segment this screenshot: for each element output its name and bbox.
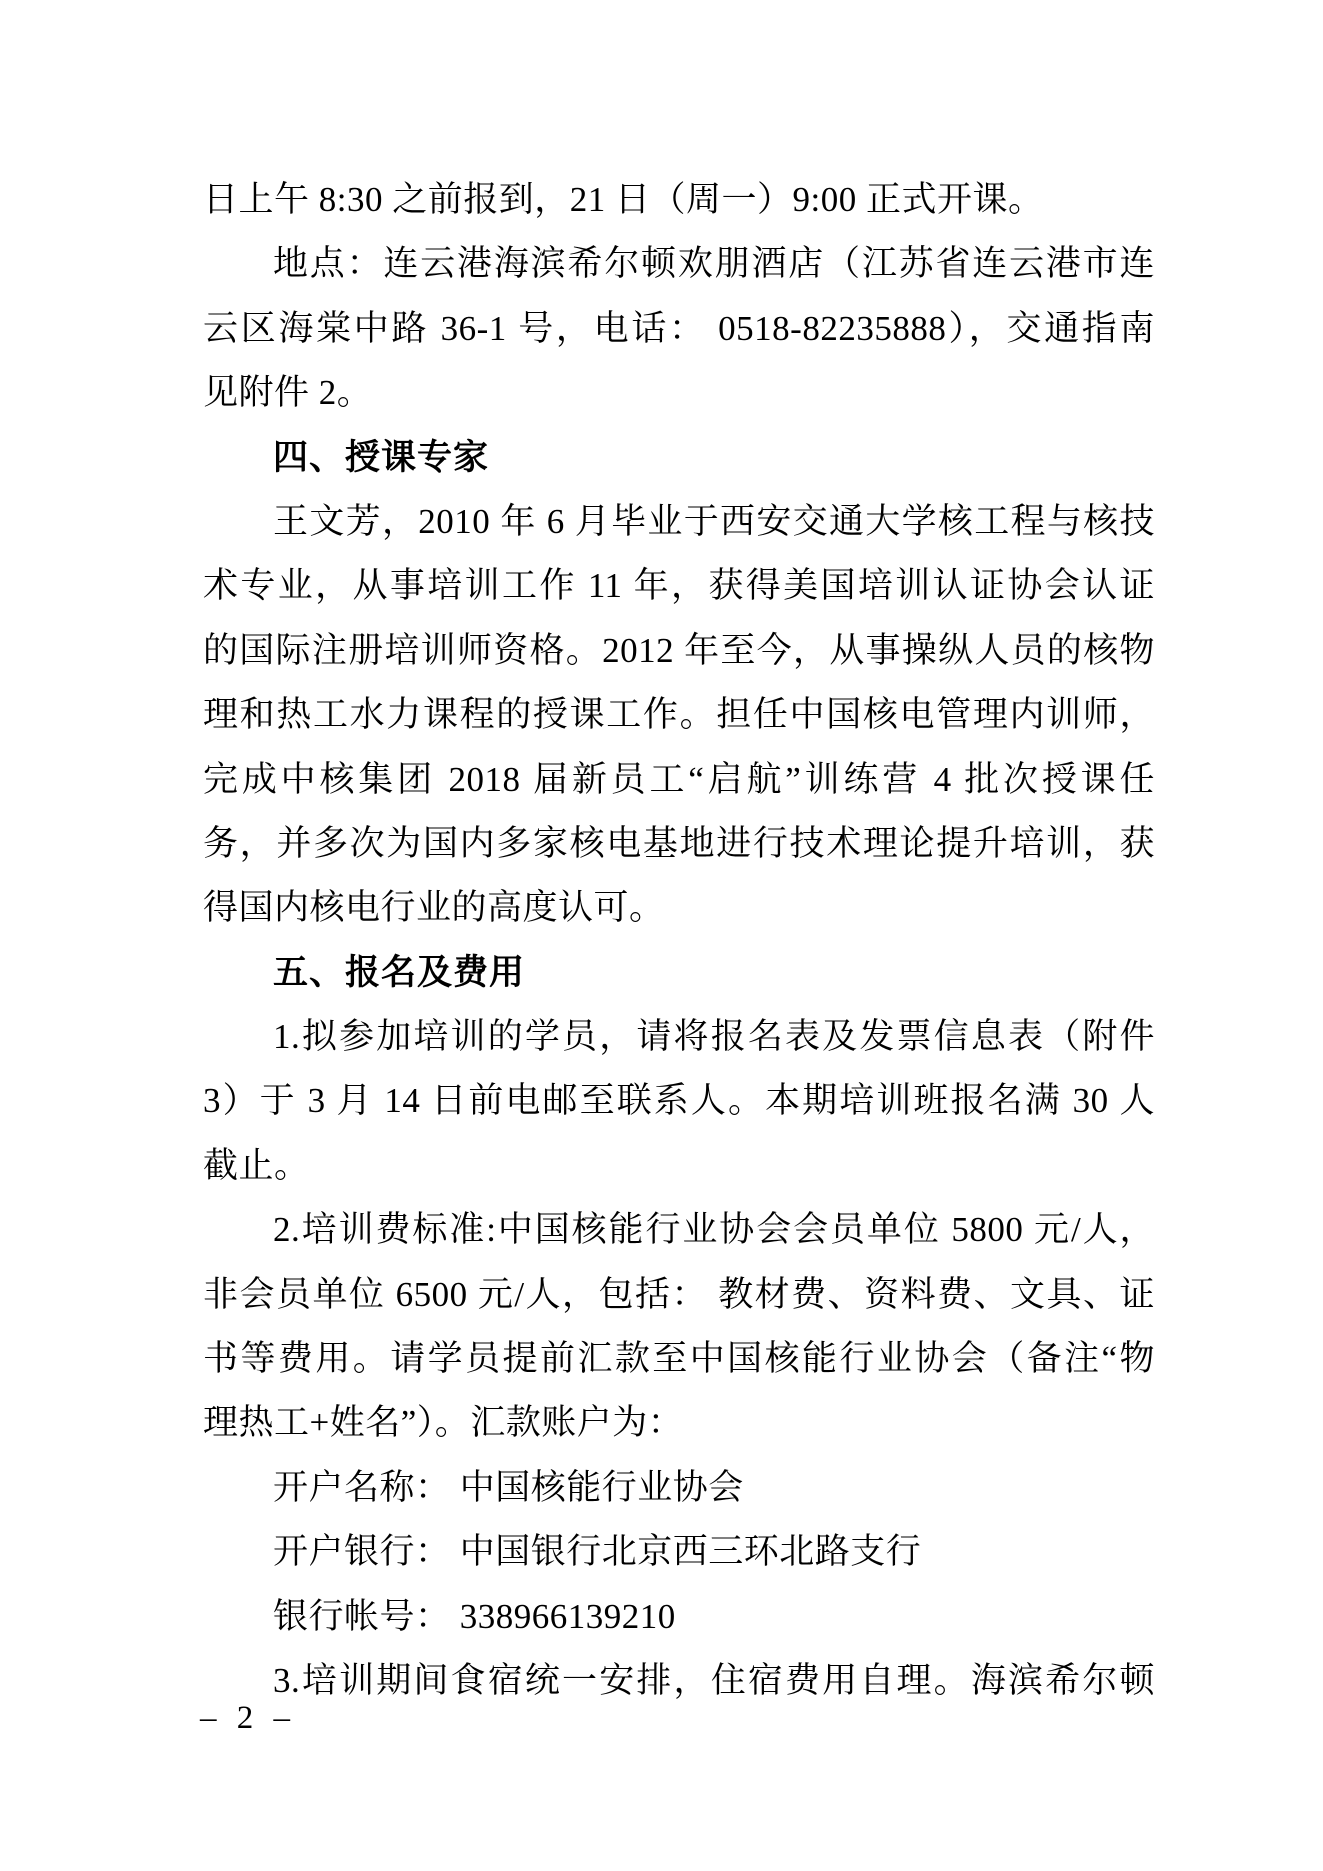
document-body-text xyxy=(203,168,1155,1713)
text-line: 云区海棠中路 36-1 号，电话： 0518-82235888），交通指南 xyxy=(203,308,1155,348)
text-line: 2.培训费标准:中国核能行业协会会员单位 5800 元/人， xyxy=(273,1210,1155,1250)
text-line: 非会员单位 6500 元/人，包括： 教材费、资料费、文具、证 xyxy=(203,1274,1155,1314)
text-line: 完成中核集团 2018 届新员工“启航”训练营 4 批次授课任 xyxy=(203,759,1155,799)
text-line: 理热工+姓名”）。汇款账户为： xyxy=(203,1403,684,1443)
text-line: 见附件 2。 xyxy=(203,373,373,413)
text-line: 得国内核电行业的高度认可。 xyxy=(203,888,665,928)
text-line: 理和热工水力课程的授课工作。担任中国核电管理内训师， xyxy=(203,695,1155,735)
text-line: 术专业，从事培训工作 11 年，获得美国培训认证协会认证 xyxy=(203,566,1155,606)
text-line: 务，并多次为国内多家核电基地进行技术理论提升培训，获 xyxy=(203,823,1155,863)
text-line: 3.培训期间食宿统一安排，住宿费用自理。海滨希尔顿 xyxy=(273,1660,1155,1700)
text-line: 书等费用。请学员提前汇款至中国核能行业协会（备注“物 xyxy=(203,1339,1155,1379)
section-heading-4: 四、授课专家 xyxy=(273,437,490,477)
account-bank-line: 开户银行： 中国银行北京西三环北路支行 xyxy=(273,1532,922,1572)
account-number-line: 银行帐号： 338966139210 xyxy=(273,1596,676,1636)
text-line: 地点：连云港海滨希尔顿欢朋酒店（江苏省连云港市连 xyxy=(273,244,1155,284)
text-line: 的国际注册培训师资格。2012 年至今，从事操纵人员的核物 xyxy=(203,630,1155,670)
text-line: 日上午 8:30 之前报到，21 日（周一）9:00 正式开课。 xyxy=(203,180,1044,219)
text-line: 截止。 xyxy=(203,1145,310,1185)
account-name-line: 开户名称： 中国核能行业协会 xyxy=(273,1467,744,1507)
text-line: 1.拟参加培训的学员，请将报名表及发票信息表（附件 xyxy=(273,1017,1155,1057)
page-number: – 2 – xyxy=(200,1700,296,1736)
text-line: 3）于 3 月 14 日前电邮至联系人。本期培训班报名满 30 人 xyxy=(203,1081,1155,1121)
section-heading-5: 五、报名及费用 xyxy=(273,952,526,992)
text-line: 王文芳，2010 年 6 月毕业于西安交通大学核工程与核技 xyxy=(273,501,1155,541)
